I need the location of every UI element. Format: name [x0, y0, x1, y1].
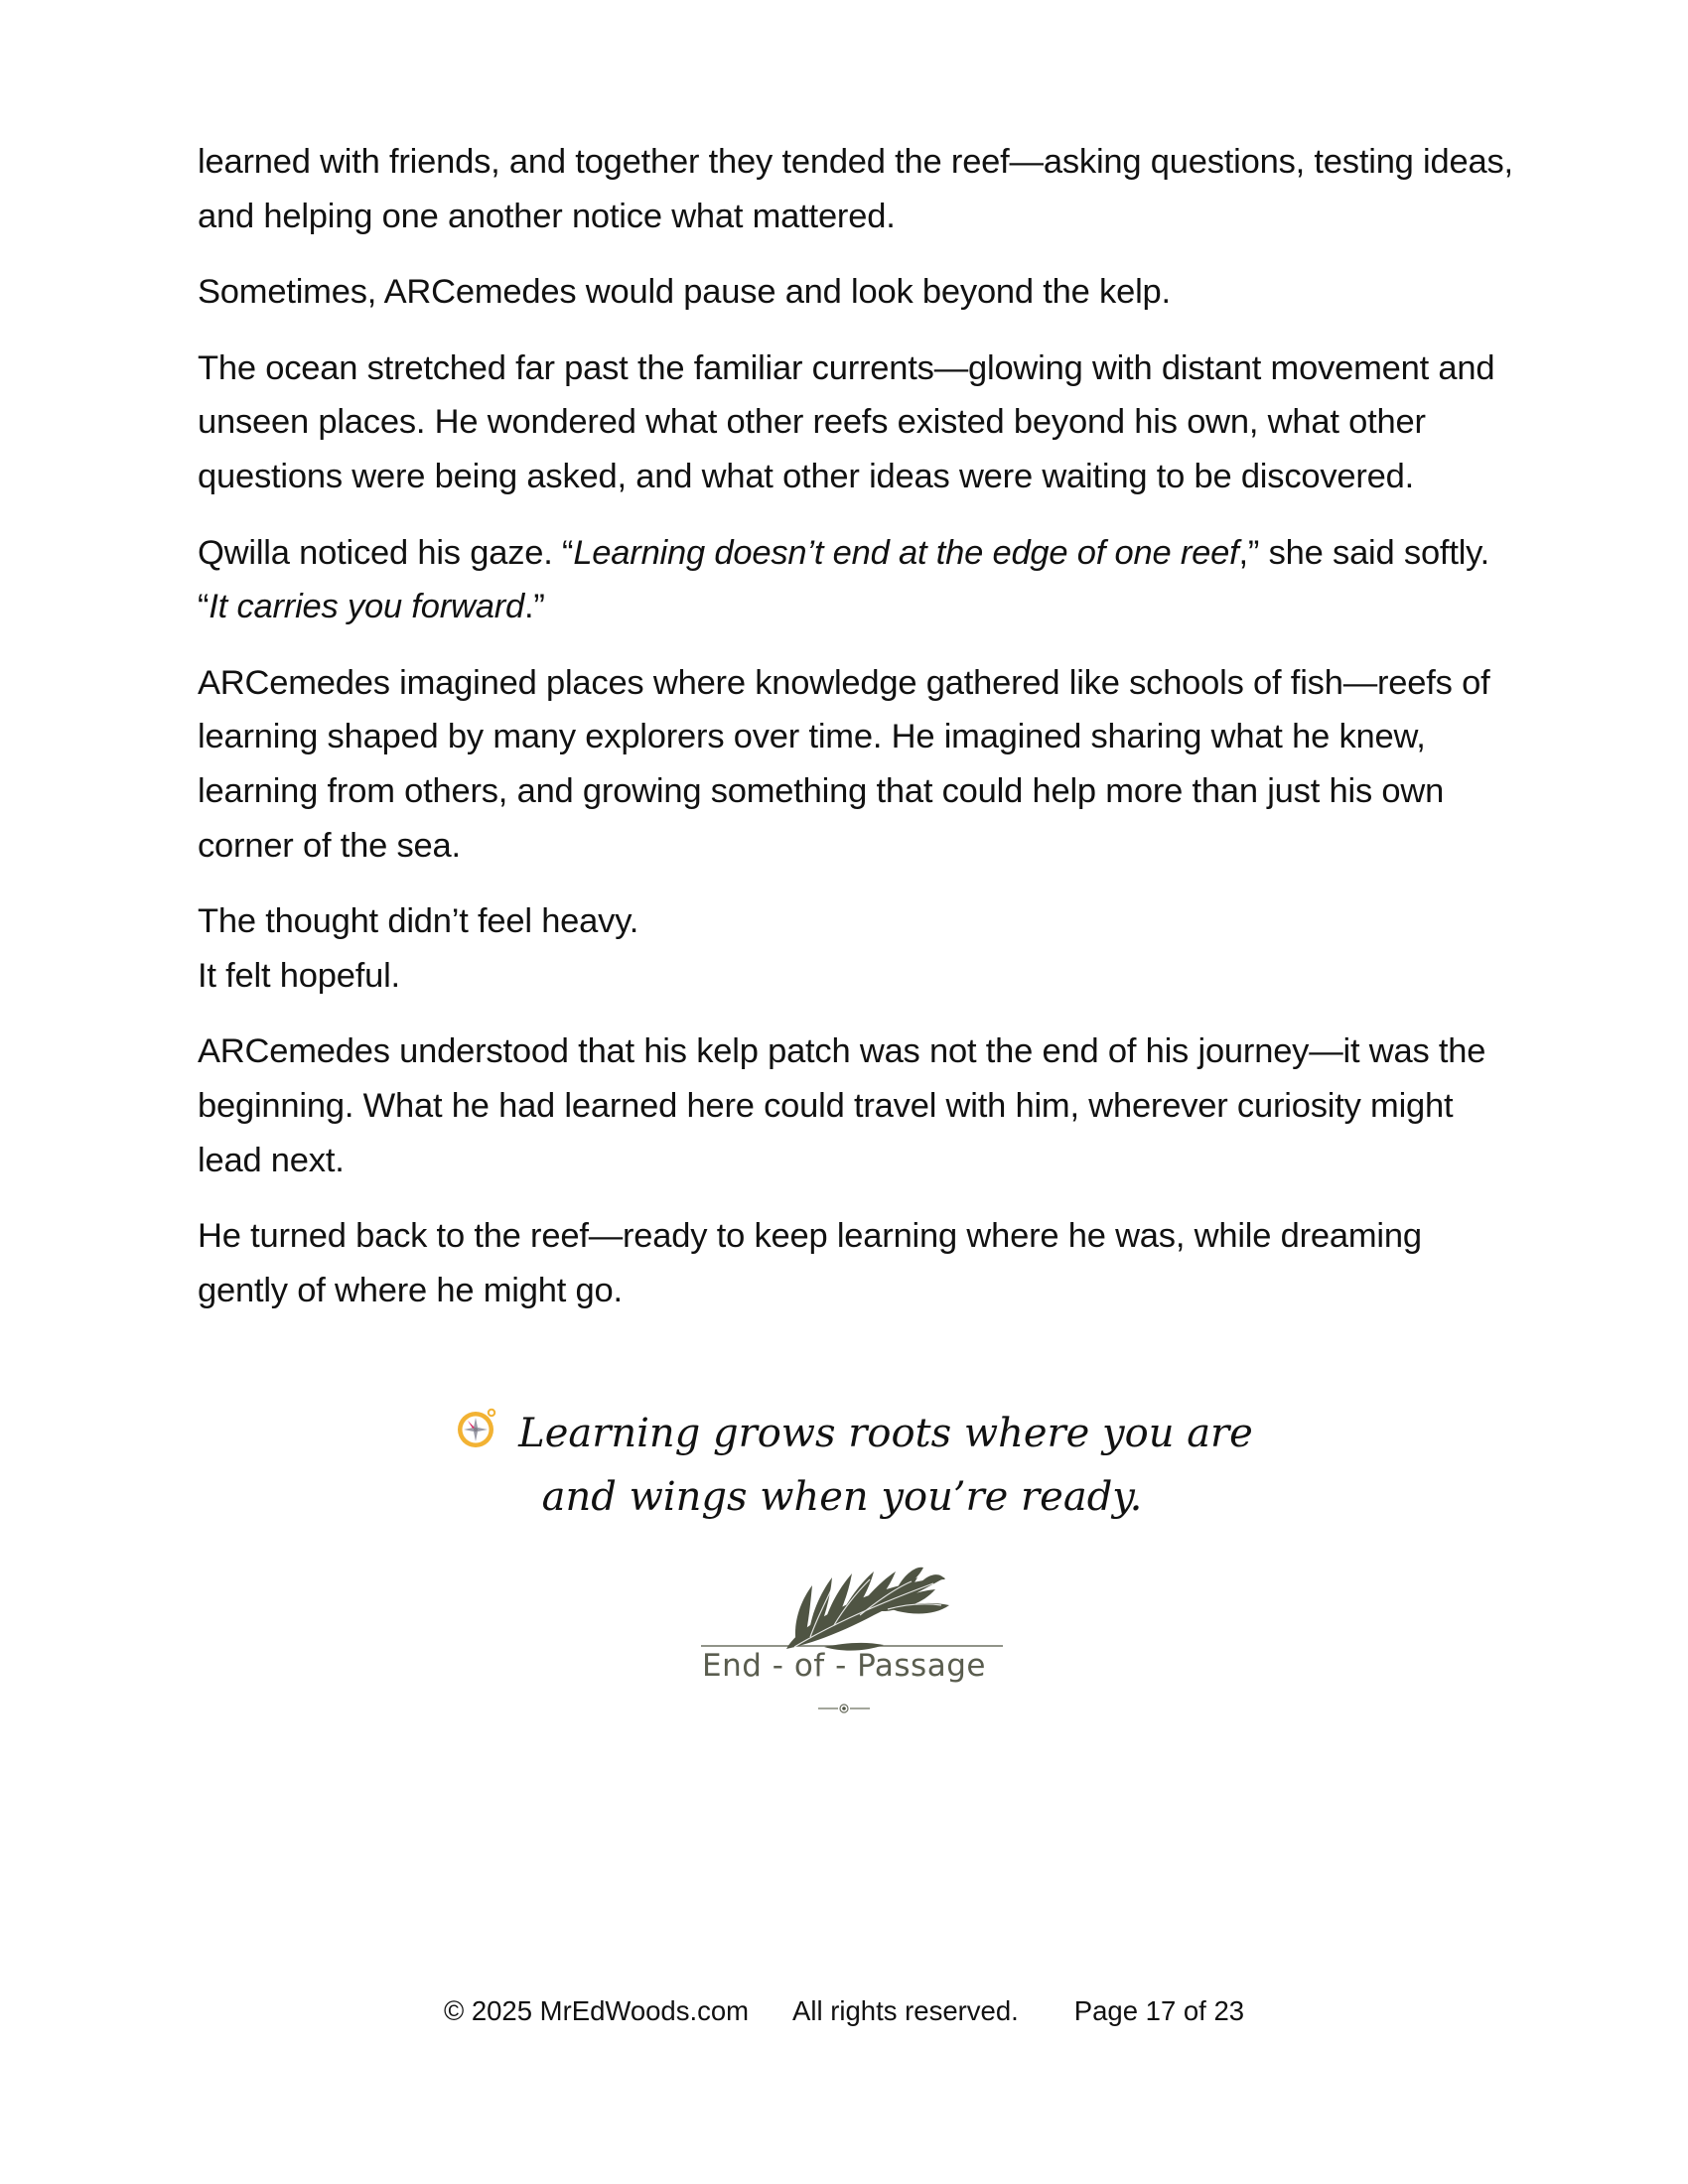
paragraph-5: ARCemedes imagined places where knowledge gathered like schools of fish—reefs of learning shaped by many explorers over time. He imagined sharing what he knew, learning from others, and growing something that could help more than just his own corner of the sea. — [198, 663, 1490, 865]
paragraph-2: Sometimes, ARCemedes would pause and look beyond the kelp. — [198, 273, 1171, 312]
line: The thought didn’t feel heavy. — [198, 902, 639, 941]
paragraph-8: He turned back to the reef—ready to keep learning where he was, while dreaming gently of where he might go. — [198, 1217, 1422, 1309]
page-number: Page 17 of 23 — [1073, 1995, 1245, 2026]
rights-text: All rights reserved. — [792, 1995, 1019, 2026]
compass-icon — [455, 1406, 498, 1449]
paragraph-6 — [198, 894, 1518, 1003]
narration-text: ,” she said softly. “ — [198, 533, 1490, 626]
narration-text: Qwilla noticed his gaze. “ — [198, 533, 574, 572]
end-of-passage-label: End - of - Passage — [702, 1648, 986, 1684]
paragraph-4 — [198, 526, 1518, 634]
paragraph-1: learned with friends, and together they tended the reef—asking questions, testing ideas, and helping one another notice what mattered. — [198, 143, 1513, 235]
ornament-icon — [814, 1703, 874, 1714]
story-body — [198, 135, 1518, 1339]
end-of-passage-mark — [685, 1554, 1003, 1722]
quote-line-2: and wings when you’re ready. — [541, 1474, 1143, 1520]
page-footer — [0, 1995, 1688, 2027]
paragraph-3: The ocean stretched far past the familiar currents—glowing with distant movement and unseen places. He wondered what other reefs existed beyond his own, what other questions were being asked, and what other ideas were waiting to be discovered. — [198, 348, 1495, 495]
paragraph-7: ARCemedes understood that his kelp patch was not the end of his journey—it was the beginning. What he had learned here could travel with him, wherever curiosity might lead next. — [198, 1032, 1486, 1179]
line: It felt hopeful. — [198, 956, 400, 995]
feather-icon — [685, 1554, 1003, 1653]
copyright-text: © 2025 MrEdWoods.com — [443, 1995, 750, 2026]
dialogue-italic: It carries you forward — [209, 588, 525, 626]
quote-line-1: Learning grows roots where you are — [518, 1411, 1253, 1456]
dialogue-italic: Learning doesn’t end at the edge of one reef — [573, 533, 1239, 572]
narration-text: .” — [524, 588, 545, 626]
closing-quote — [0, 1402, 1688, 1529]
